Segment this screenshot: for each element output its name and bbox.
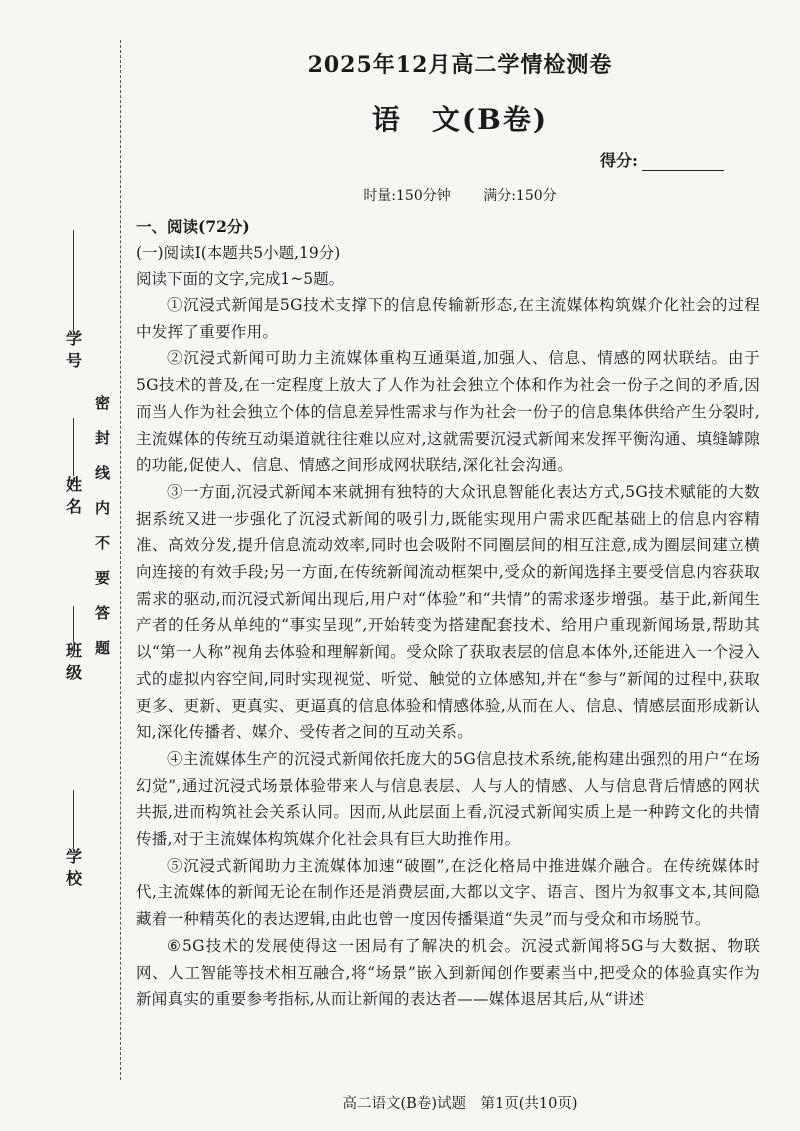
section-title: 一、阅读(72分) xyxy=(136,217,250,236)
passage-paragraph-3: ③一方面,沉浸式新闻本来就拥有独特的大众讯息智能化表达方式,5G技术赋能的大数据系统又进一步强化了沉浸式新闻的吸引力,既能实现用户需求匹配基础上的信息内容精准、高效分发,提升信息流动效率,同时也会吸附不同圈层间的相互注意,成为圈层间建立横向连接的有效手段;另一方面,在传统新闻流动框架中,受众的新闻选择主要受信息内容获取需求的驱动,而沉浸式新闻出现后,用户对“体验”和“共情”的需求逐步增强。基于此,新闻生产者的任务从单纯的“事实呈现”,开始转变为搭建配套技术、给用户重现新闻场景,帮助其以“第一人称”视角去体验和理解新闻。受众除了获取表层的信息本体外,还能进入一个浸入式的虚拟内容空间,同时实现视觉、听觉、触觉的立体感知,并在“参与”新闻的过程中,获取更多、更新、更真实、更逼真的信息体验和情感体验,从而在人、信息、情感层面形成新认知,深化传播者、媒介、受传者之间的互动关系。 xyxy=(136,482,760,742)
student-number-field[interactable] xyxy=(58,230,88,374)
full-score: 满分:150分 xyxy=(483,188,557,204)
passage-paragraph-6: ⑥5G技术的发展使得这一困局有了解决的机会。沉浸式新闻将5G与大数据、物联网、人工智能等技术相互融合,将“场景”嵌入到新闻创作要素当中,把受众的体验真实作为新闻真实的重要参考指标,从而让新闻的表达者——媒体退居其后,从“讲述 xyxy=(136,936,760,1009)
seal-cut-line xyxy=(120,40,121,1080)
passage-paragraph-5: ⑤沉浸式新闻助力主流媒体加速“破圈”,在泛化格局中推进媒介融合。在传统媒体时代,主流媒体的新闻无论在制作还是消费层面,大都以文字、语言、图片为叙事文本,其间隐藏着一种精英化的表达逻辑,由此也曾一度因传播渠道“失灵”而与受众和市场脱节。 xyxy=(136,856,760,929)
score-field[interactable] xyxy=(600,148,724,171)
passage-paragraph-1: ①沉浸式新闻是5G技术支撑下的信息传输新形态,在主流媒体构筑媒介化社会的过程中发挥了重要作用。 xyxy=(136,296,760,341)
student-number-label: 学号 xyxy=(63,330,83,374)
score-blank[interactable] xyxy=(642,152,724,171)
score-label: 得分: xyxy=(600,151,638,170)
subject-title: 语 文(B卷) xyxy=(371,103,549,136)
passage-paragraph-4: ④主流媒体生产的沉浸式新闻依托庞大的5G信息技术系统,能构建出强烈的用户“在场幻觉”,通过沉浸式场景体验带来人与信息表层、人与人的情感、人与信息背后情感的网状共振,进而构筑社会关系认同。因而,从此层面上看,沉浸式新闻实质上是一种跨文化的共情传播,对于主流媒体构筑媒介化社会具有巨大助推作用。 xyxy=(136,749,760,849)
passage-paragraph-2: ②沉浸式新闻可助力主流媒体重构互通渠道,加强人、信息、情感的网状联结。由于5G技术的普及,在一定程度上放大了人作为社会独立个体和作为社会一份子之间的矛盾,因而当人作为社会独立个体的信息差异性需求与作为社会一份子的信息集体供给产生分裂时,主流媒体的传统互动渠道就往往难以应对,这就需要沉浸式新闻来发挥平衡沟通、填缝罅隙的功能,促使人、信息、情感之间形成网状联结,深化社会沟通。 xyxy=(136,349,760,475)
section-subtitle: (一)阅读Ⅰ(本题共5小题,19分) xyxy=(136,244,341,262)
name-label: 姓名 xyxy=(63,476,83,520)
exam-title: 2025年12月高二学情检测卷 xyxy=(307,52,613,78)
page-footer: 高二语文(B卷)试题 第1页(共10页) xyxy=(342,1096,578,1112)
name-blank[interactable] xyxy=(73,418,74,476)
student-number-blank[interactable] xyxy=(73,230,74,330)
time-limit: 时量:150分钟 xyxy=(363,188,451,204)
school-blank[interactable] xyxy=(73,790,74,848)
school-field[interactable] xyxy=(58,790,88,892)
reading-section xyxy=(136,214,760,1013)
binding-margin xyxy=(0,0,130,1131)
school-label: 学校 xyxy=(63,848,83,892)
section-instruction: 阅读下面的文字,完成1~5题。 xyxy=(136,270,345,288)
class-blank[interactable] xyxy=(73,606,74,642)
class-label: 班级 xyxy=(63,642,83,686)
seal-line-notice: 密封线内不要答题 xyxy=(93,395,111,675)
name-field[interactable] xyxy=(58,418,88,520)
class-field[interactable] xyxy=(58,606,88,686)
exam-meta xyxy=(160,185,760,205)
